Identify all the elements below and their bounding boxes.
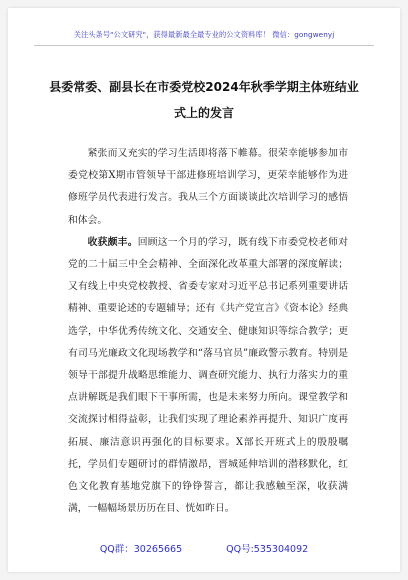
paragraph-gains <box>68 232 348 521</box>
footer-contacts <box>8 541 400 555</box>
header-banner: 关注头条号"公文研究"，获得最新最全最专业的公文资料库！ 微信：gongwenyj <box>73 30 335 39</box>
paragraph-text: 回顾这一个月的学习，既有线下市委党校老师对党的二十届三中全会精神、全面深化改革重大部署的深度解读；又有线上中央党校教授、省委专家对习近平总书记系列重要讲话精神、重要论述的专题辅导；还有《共产党宣言》《资本论》经典选学，中华优秀传统文化、交通安全、健康知识等综合教学；更有司马光廉政文化现场教学和“落马官员”廉政警示教育。特别是领导干部提升战略思维能力、调查研究能力、执行力落实力的重点讲解既是我们眼下干事所需，也是未来努力所向。课堂教学和交流探讨相得益彰，让我们实现了理论素养再提升、知识广度再拓展、廉洁意识再强化的目标要求。X部长开班式上的殷殷嘱托，学员们专题研讨的群情激昂，晋城延伸培训的潜移默化，红色文化教育基地党旗下的铮铮誓言，都让我感触至深，收获满满，一幅幅场景历历在目、恍如昨日。 <box>68 236 349 515</box>
qq-number-label: QQ号:535304092 <box>226 544 309 555</box>
paragraph-text: 紧张而又充实的学习生活即将落下帷幕。很荣幸能够参加市委党校第X期市管领导干部进修班培训学习，更荣幸能够作为进修班学员代表进行发言。我从三个方面谈谈此次培训学习的感悟和体会。 <box>68 148 348 226</box>
qq-group-label: QQ群：30265665 <box>99 544 183 555</box>
document-body <box>68 143 348 520</box>
header-divider <box>34 45 374 46</box>
document-title: 县委常委、副县长在市委党校2024年秋季学期主体班结业式上的发言 <box>49 80 359 120</box>
paragraph-lead: 收获颇丰。 <box>87 236 138 248</box>
document-page <box>8 8 400 572</box>
paragraph-intro <box>68 143 348 232</box>
